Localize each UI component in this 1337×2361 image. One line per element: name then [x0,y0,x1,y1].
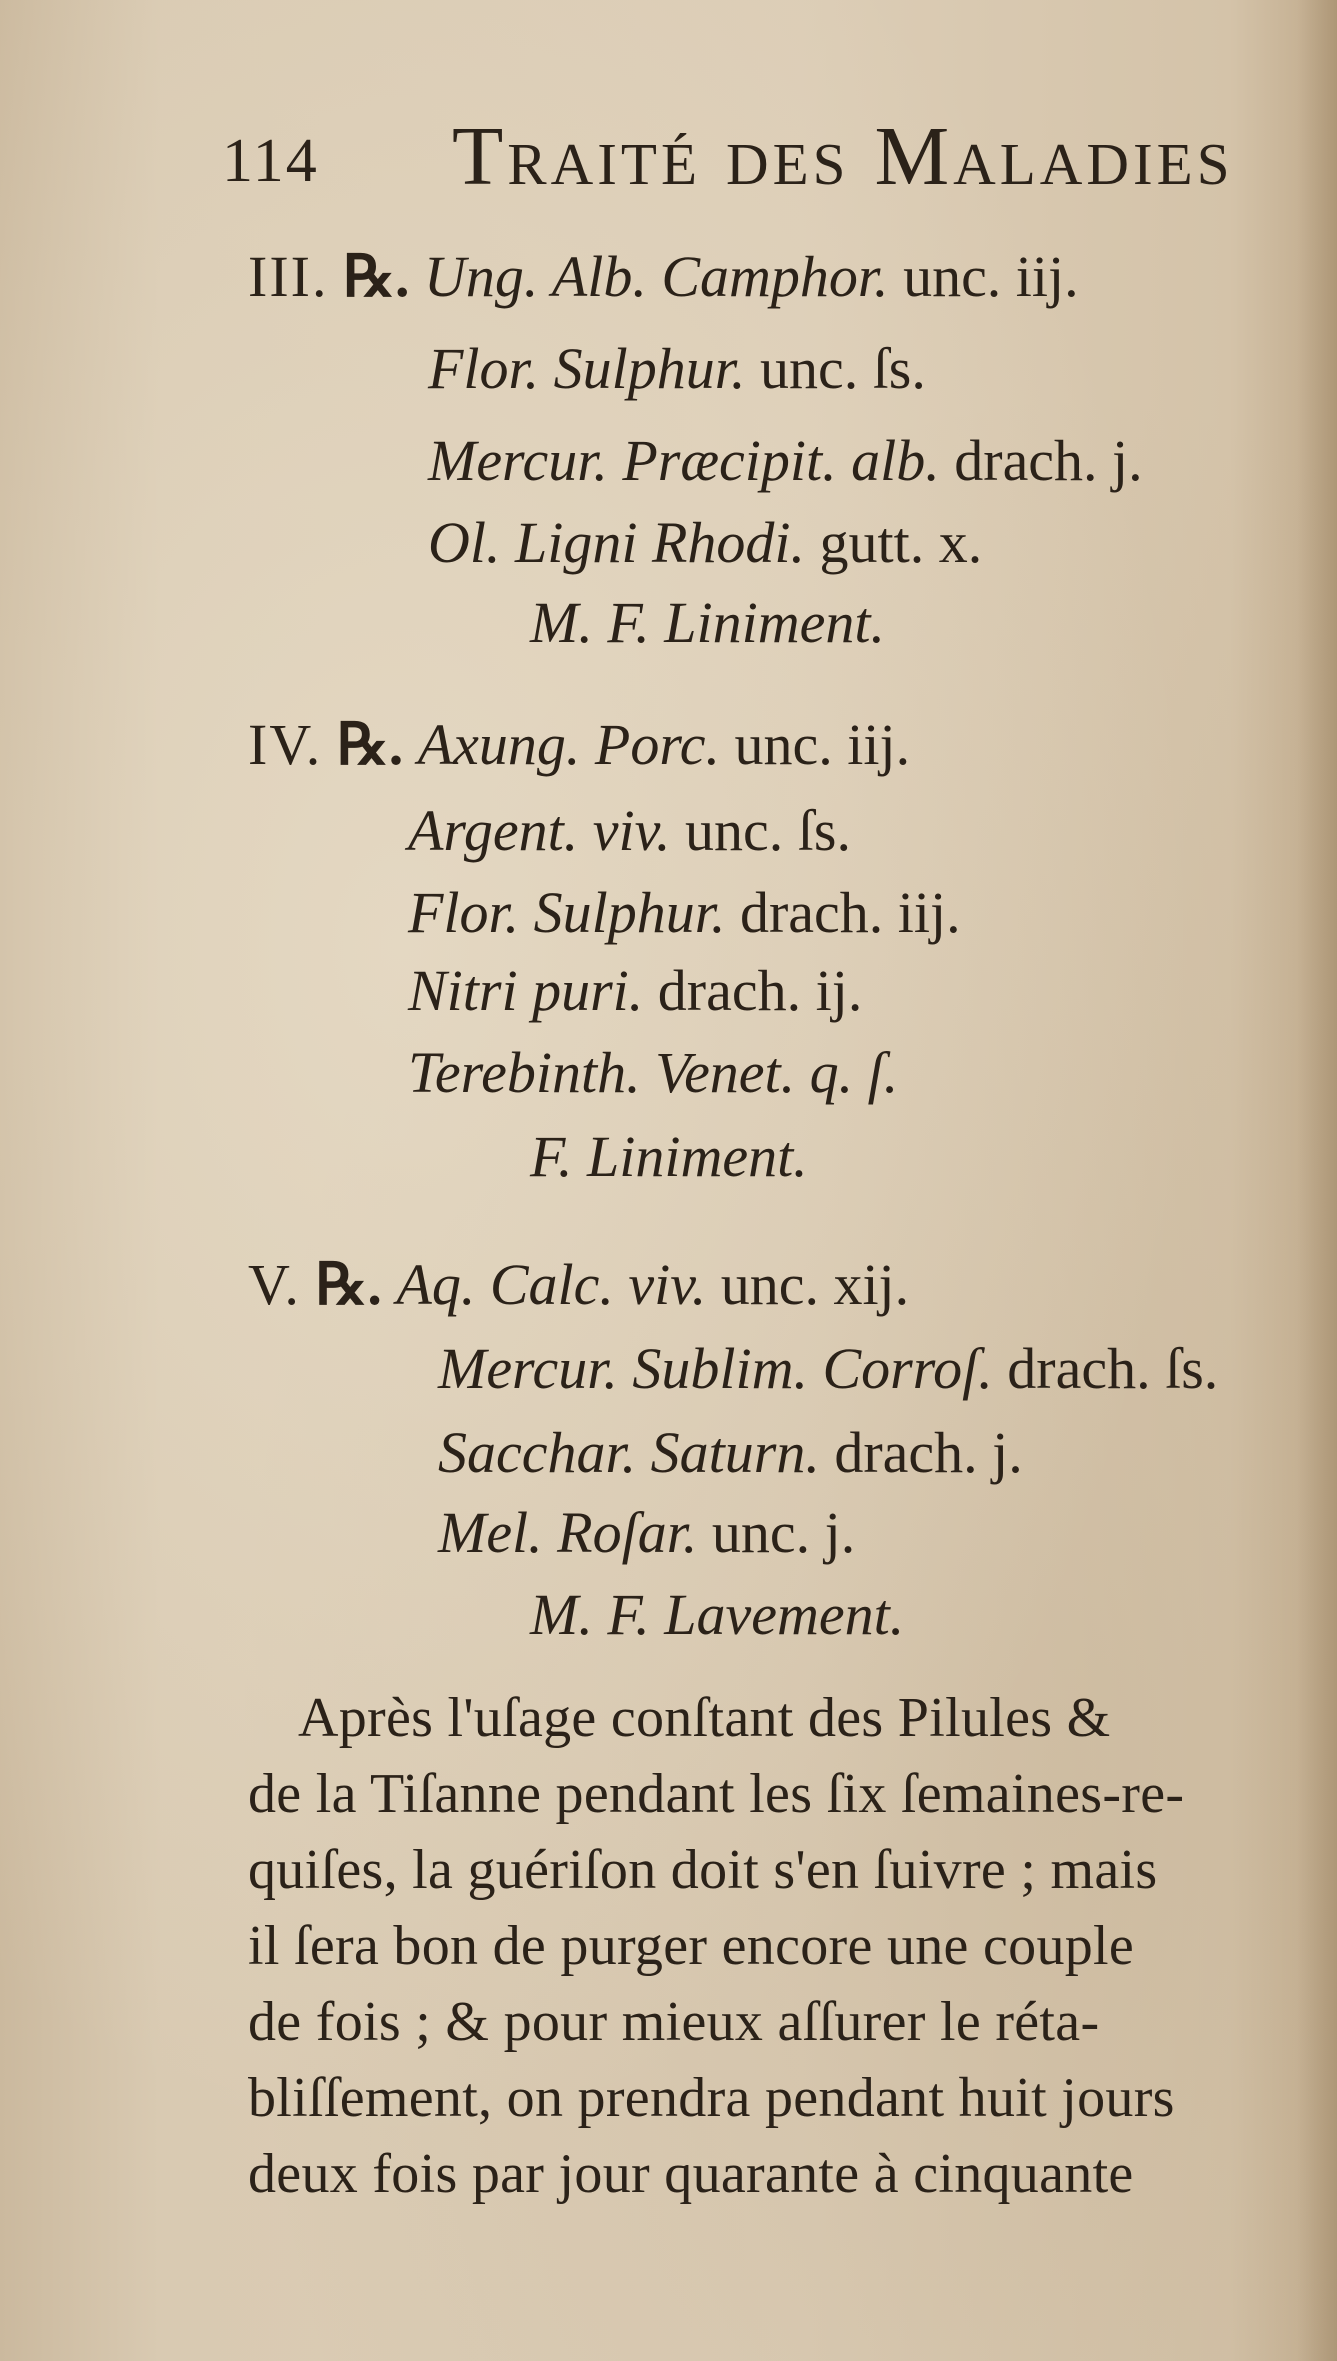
ingredient-name: Sacchar. Saturn. [438,1420,820,1485]
ingredient-name: Mel. Roſar. [438,1500,698,1565]
ingredient-name: Ol. Ligni Rhodi. [428,510,806,575]
ingredient-quantity: unc. iij. [734,712,911,777]
paragraph-line: quiſes, la guériſon doit s'en ſuivre ; mais [248,1839,1158,1901]
ingredient-quantity: unc. ſs. [685,798,851,863]
ingredient-quantity: drach. iij. [739,880,961,945]
paragraph-line: bliſſement, on prendra pendant huit jours [248,2067,1175,2129]
page-edge-shadow [1297,0,1337,2361]
recipe-v-line-3 [438,1420,1023,1485]
recipe-iv-direction [530,1124,808,1189]
ingredient-quantity: drach. j. [954,428,1143,493]
recipe-v-direction [530,1582,905,1647]
recipe-iv-line-5 [408,1040,899,1105]
recipe-iii-line-3 [428,428,1143,493]
recipe-iii-line-1 [248,244,1079,309]
recipe-iv-line-3 [408,880,961,945]
recipe-numeral: III. [248,244,329,309]
paragraph-line: il ſera bon de purger encore une couple [248,1915,1135,1977]
ingredient-quantity: unc. ſs. [759,336,926,401]
page-header [222,108,1292,208]
paragraph-line: de fois ; & pour mieux aſſurer le réta- [248,1991,1100,2053]
running-title: Traité des Maladies [452,110,1234,203]
page-number: 114 [222,127,319,195]
recipe-v-line-1 [248,1252,910,1317]
recipe-numeral: IV. [248,712,323,777]
paragraph-line: Après l'uſage conſtant des Pilules & [298,1687,1111,1749]
recipe-iv-line-1 [248,712,911,777]
ingredient-name: Terebinth. Venet. q. ſ. [408,1040,899,1105]
recipe-iii-line-2 [428,336,926,401]
recipe-v-line-2 [438,1336,1219,1401]
ingredient-name: Ung. Alb. Camphor. [423,244,889,309]
prescription-symbol: ℞. [315,1252,382,1317]
recipe-iii-line-4 [428,510,983,575]
ingredient-name: Aq. Calc. viv. [396,1252,707,1317]
ingredient-name: Axung. Porc. [417,712,720,777]
ingredient-name: Nitri puri. [408,958,644,1023]
preparation-direction: F. Liniment. [530,1124,808,1189]
ingredient-quantity: gutt. x. [819,510,983,575]
recipe-v-line-4 [438,1500,856,1565]
paragraph-line: de la Tiſanne pendant les ſix ſemaines-re- [248,1763,1185,1825]
ingredient-name: Flor. Sulphur. [408,880,726,945]
preparation-direction: M. F. Liniment. [530,590,885,655]
ingredient-quantity: unc. xij. [720,1252,910,1317]
ingredient-name: Flor. Sulphur. [428,336,746,401]
recipe-iv-line-2 [408,798,851,863]
ingredient-quantity: unc. j. [711,1500,856,1565]
prescription-symbol: ℞. [336,712,404,777]
recipe-iv-line-4 [408,958,863,1023]
ingredient-name: Argent. viv. [408,798,671,863]
ingredient-quantity: drach. ſs. [1007,1336,1219,1401]
recipe-iii-direction [530,590,885,655]
paragraph-line: deux fois par jour quarante à cinquante [248,2143,1134,2205]
ingredient-name: Mercur. Præcipit. alb. [428,428,940,493]
recipe-numeral: V. [248,1252,301,1317]
preparation-direction: M. F. Lavement. [530,1582,905,1647]
ingredient-quantity: drach. j. [834,1420,1023,1485]
ingredient-quantity: unc. iij. [903,244,1079,309]
ingredient-quantity: drach. ij. [657,958,863,1023]
prescription-symbol: ℞. [342,244,410,309]
ingredient-name: Mercur. Sublim. Corroſ. [438,1336,993,1401]
